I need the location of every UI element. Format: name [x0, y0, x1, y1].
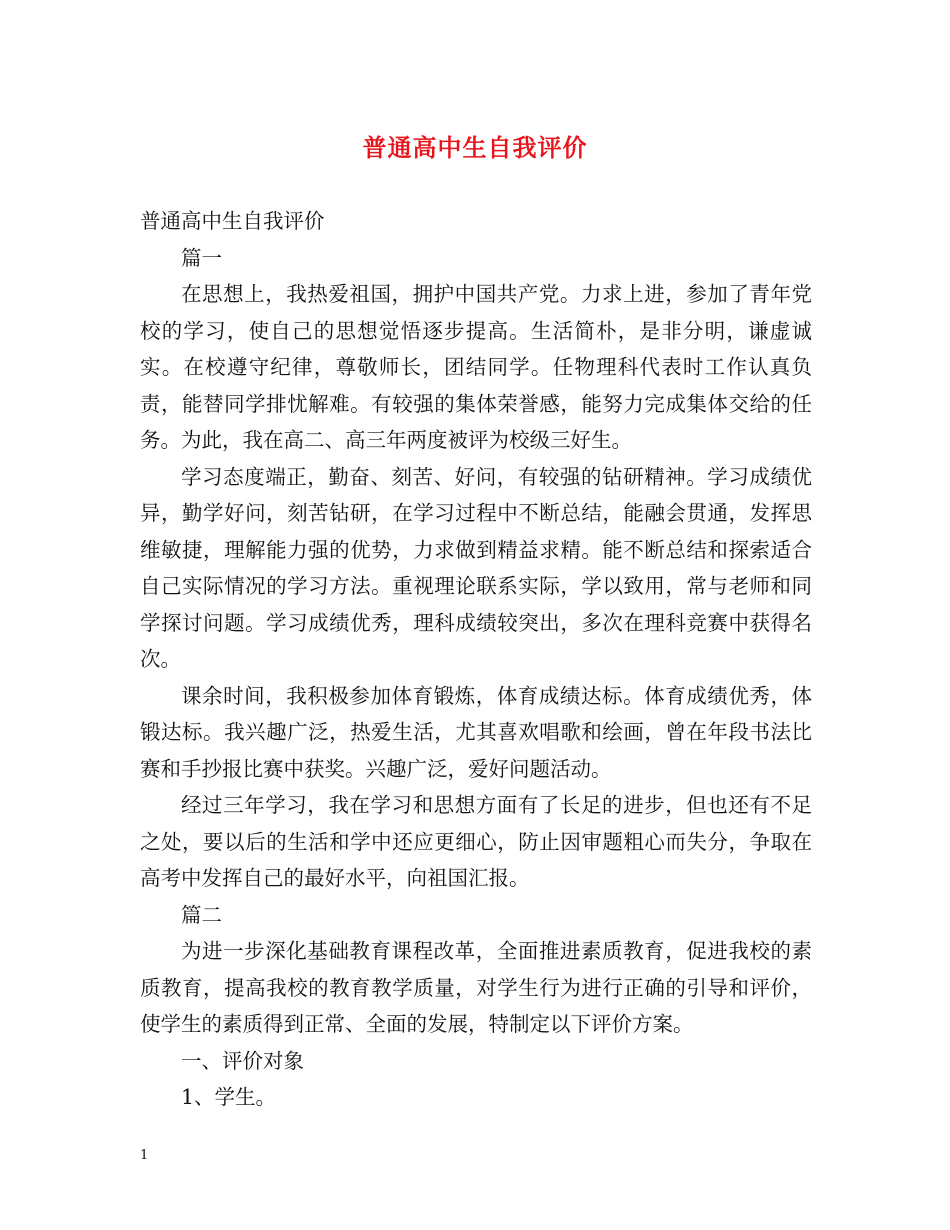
- subtitle-paragraph: 普通高中生自我评价: [140, 209, 325, 233]
- body-paragraph: 学习态度端正，勤奋、刻苦、好问，有较强的钻研精神。学习成绩优异，勤学好问，刻苦钻研，在学习过程中不断总结，能融会贯通，发挥思维敏捷，理解能力强的优势，力求做到精益求精。能不断总结和探索适合自己实际情况的学习方法。重视理论联系实际，学以致用，常与老师和同学探讨问题。学习成绩优秀，理科成绩较突出，多次在理科竞赛中获得名次。: [140, 464, 812, 671]
- body-paragraph: 经过三年学习，我在学习和思想方面有了长足的进步，但也还有不足之处，要以后的生活和学中还应更细心，防止因审题粗心而失分，争取在高考中发挥自己的最好水平，向祖国汇报。: [140, 793, 812, 890]
- body-paragraph: 为进一步深化基础教育课程改革，全面推进素质教育，促进我校的素质教育，提高我校的教育教学质量，对学生行为进行正确的引导和评价，使学生的素质得到正常、全面的发展，特制定以下评价方案。: [140, 939, 812, 1036]
- body-paragraph: 在思想上，我热爱祖国，拥护中国共产党。力求上进，参加了青年党校的学习，使自己的思想觉悟逐步提高。生活简朴，是非分明，谦虚诚实。在校遵守纪律，尊敬师长，团结同学。任物理科代表时工作认真负责，能替同学排忧解难。有较强的集体荣誉感，能努力完成集体交给的任务。为此，我在高二、高三年两度被评为校级三好生。: [140, 282, 812, 452]
- document-body: [140, 203, 812, 1116]
- page-number: 1: [140, 1148, 149, 1163]
- section-heading-evaluation-target: 一、评价对象: [181, 1048, 304, 1073]
- document-title: 普通高中生自我评价: [362, 133, 588, 162]
- section-heading-part-two: 篇二: [181, 902, 222, 927]
- body-paragraph: 课余时间，我积极参加体育锻炼，体育成绩达标。体育成绩优秀，体锻达标。我兴趣广泛，热爱生活，尤其喜欢唱歌和绘画，曾在年段书法比赛和手抄报比赛中获奖。兴趣广泛，爱好问题活动。: [140, 683, 812, 781]
- section-heading-part-one: 篇一: [181, 245, 222, 270]
- list-item-student: 1、学生。: [181, 1085, 277, 1109]
